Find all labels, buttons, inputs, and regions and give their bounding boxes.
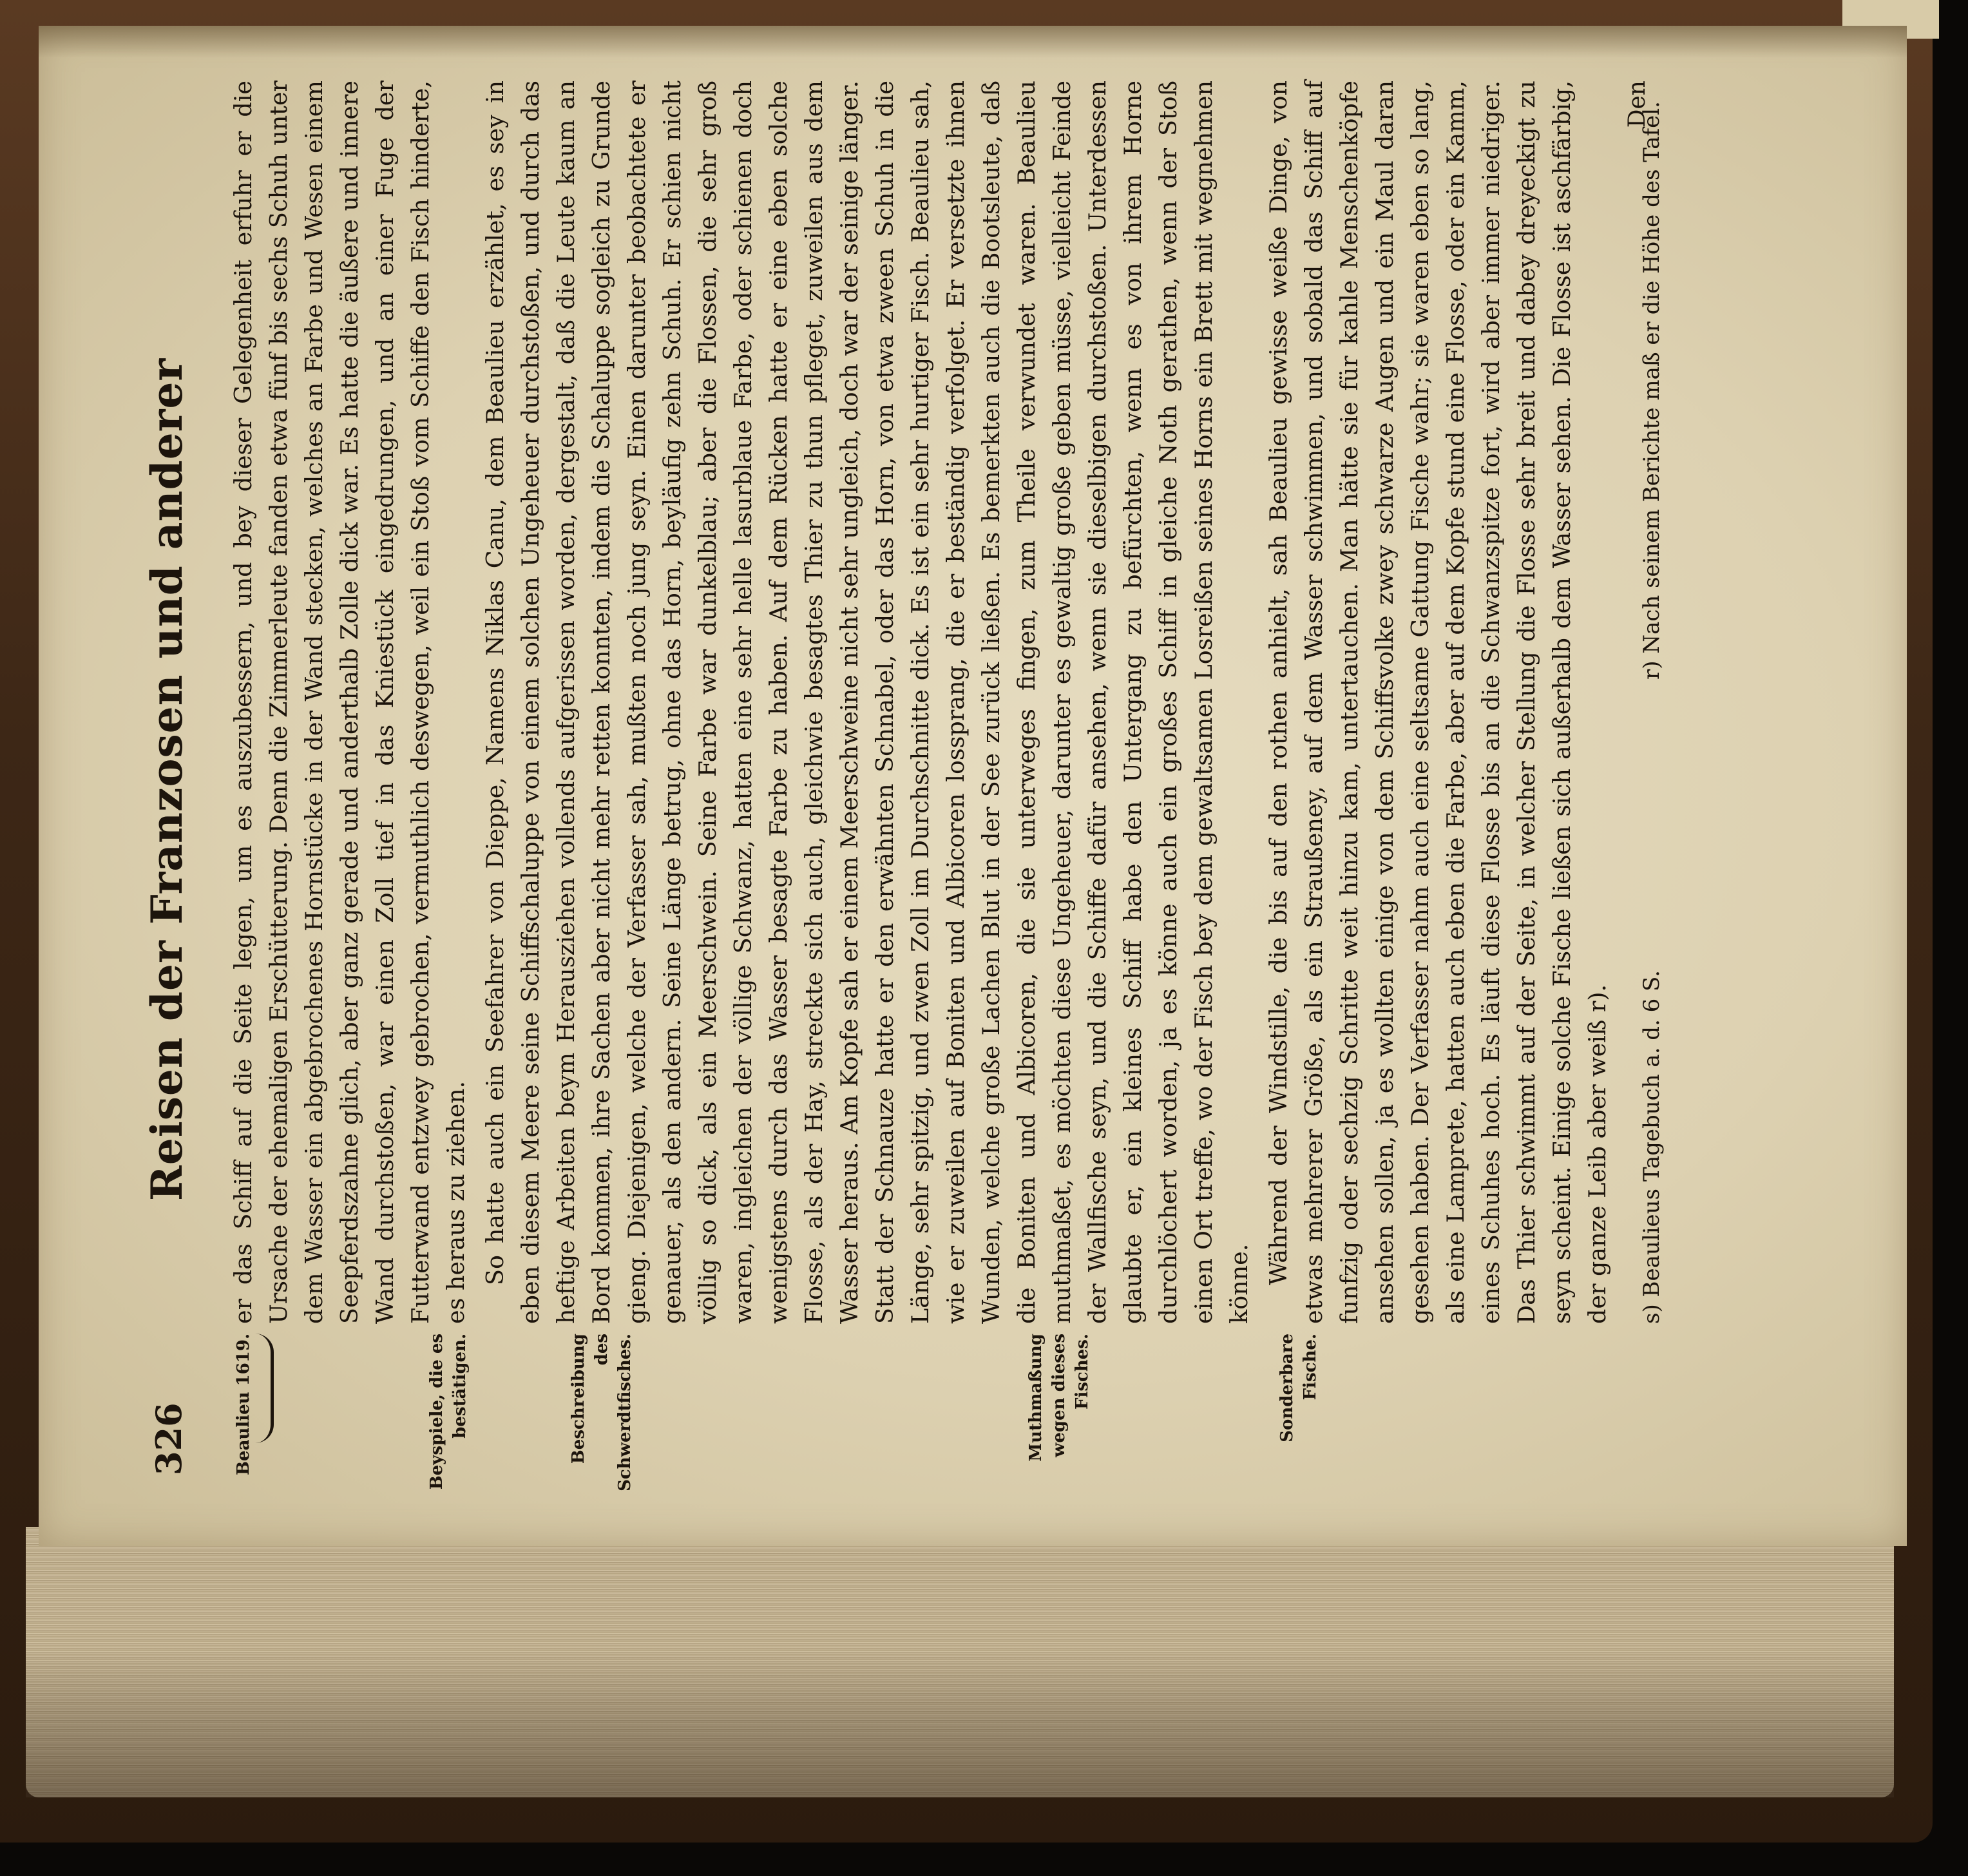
margin-bracket [255, 1334, 274, 1443]
footnote: s) Beaulieus Tagebuch a. d. 6 S. [1639, 970, 1665, 1324]
margin-note-text: Beyspiele, die es bestätigen. [427, 1334, 470, 1490]
page-number: 326 [148, 1402, 189, 1475]
page-header [142, 84, 200, 1475]
margin-note [567, 1334, 636, 1501]
catchword: Den [1624, 81, 1650, 128]
margin-note-text: Muthmaßung wegen dieses Fisches. [1026, 1334, 1092, 1462]
running-title: Reisen der Franzosen und anderer [142, 358, 192, 1201]
margin-note-text: Beaulieu 1619. [234, 1334, 253, 1475]
margin-note-text: Sonderbare Fische. [1277, 1334, 1320, 1442]
paragraph: er das Schiff auf die Seite legen, um es auszubessern, und bey dieser Gelegenheit erfuhr er die Ursache der ehemaligen Erschütterung. Denn die Zimmerleute fanden etwa fünf bis sechs Schuh unter dem Wasser ein abgebrochenes Hornstücke in der Wand stecken, welches an Farbe und Wesen einem Seepferdszahne glich, aber ganz gerade und anderthalb Zolle dick war. Es hatte die äußere und innere Wand durchstoßen, war einen Zoll tief in das Kniestück eingedrungen, und an einer Fuge der Futterwand entzwey gebrochen, vermuthlich deswegen, weil ein Stoß vom Schiffe den Fisch hinderte, es heraus zu ziehen. [229, 81, 470, 1324]
margin-note [425, 1334, 472, 1501]
margin-note-text: Beschreibung des Schwerdtfisches. [569, 1334, 635, 1491]
margin-note [232, 1334, 274, 1501]
paragraph: So hatte auch ein Seefahrer von Dieppe, Namens Niklas Canu, dem Beaulieu erzählet, es sey in eben diesem Meere seine Schiffschaluppe von einem solchen Ungeheuer durchstoßen, und durch das heftige Arbeiten beym Herausziehen vollends aufgerissen worden, dergestalt, daß die Leute kaum an Bord kommen, ihre Sachen aber nicht mehr retten konnten, indem die Schaluppe sogleich zu Grunde gieng. Diejenigen, welche der Verfasser sah, mußten noch jung seyn. Einen darunter beobachtete er genauer, als den andern. Seine Länge betrug, ohne das Horn, beyläufig zehn Schuh. Er schien nicht völlig so dick, als ein Meerschwein. Seine Farbe war dunkelblau; aber die Flossen, die sehr groß waren, ingleichen der völlige Schwanz, hatten eine sehr helle lasurblaue Farbe, oder schienen doch wenigstens durch das Wasser besagte Farbe zu haben. Auf dem Rücken hatte er eine eben solche Flosse, als der Hay, streckte sich auch, gleichwie besagtes Thier zu thun pfleget, zuweilen aus dem Wasser heraus. Am Kopfe sah er einem Meerschweine nicht sehr ungleich, doch war der seinige länger. Statt der Schnauze hatte er den erwähnten Schnabel, oder das Horn, von etwa zween Schuh in die Länge, sehr spitzig, und zwen Zoll im Durchschnitte dick. Es ist ein sehr hurtiger Fisch. Beaulieu sah, wie er zuweilen auf Boniten und Albicoren lossprang, die er beständig verfolget. Er versetzte ihnen Wunden, welche große Lachen Blut in der See zurück ließen. Es bemerkten auch die Bootsleute, daß die Boniten und Albicoren, die sie unterweges fingen, zum Theile verwundet waren. Beaulieu muthmaßet, es möchten diese Ungeheuer, darunter es gewaltig große geben müsse, vielleicht Feinde der Wallfische seyn, und die Schiffe dafür ansehen, wenn sie dieselbigen durchstoßen. Unterdessen glaubte er, ein kleines Schiff habe den Untergang zu befürchten, wenn es von ihrem Horne durchlöchert worden, ja es könne auch ein großes Schiff in gleiche Noth gerathen, wenn der Stoß einen Ort treffe, wo der Fisch bey dem gewaltsamen Losreißen seines Horns ein Brett mit wegnehmen könne. [481, 81, 1253, 1324]
rotated-page-content [39, 32, 1907, 1546]
margin-note [1275, 1334, 1322, 1501]
margin-note [1024, 1334, 1094, 1501]
page-edges-shadow [26, 1649, 1894, 1797]
footnote: r) Nach seinem Berichte maß er die Höhe des Tafel. [1639, 101, 1665, 680]
paragraph: Während der Windstille, die bis auf den rothen anhielt, sah Beaulieu gewisse weiße Dinge, von etwas mehrerer Größe, als ein Straußeney, auf dem Wasser schwimmen, und sobald das Schiff auf funfzig oder sechzig Schritte weit hinzu kam, untertauchen. Man hätte sie für kahle Menschenköpfe ansehen sollen, ja es wollten einige von dem Schiffsvolke zwey schwarze Augen und ein Maul daran gesehen haben. Der Verfasser nahm auch eine seltsame Gattung Fische wahr; sie waren eben so lang, als eine Lamprete, hatten auch eben die Farbe, aber auf dem Kopfe stund eine Flosse, oder ein Kamm, eines Schuhes hoch. Es läuft diese Flosse bis an die Schwanzspitze fort, wird aber immer niedriger. Das Thier schwimmt auf der Seite, in welcher Stellung die Flosse sehr breit und dabey dreyeckigt zu seyn scheint. Einige solche Fische ließen sich außerhalb dem Wasser sehen. Die Flosse ist aschfärbig, der ganze Leib aber weiß r). [1265, 81, 1611, 1324]
body-text [225, 81, 1650, 1324]
text-frame [39, 32, 1907, 1546]
